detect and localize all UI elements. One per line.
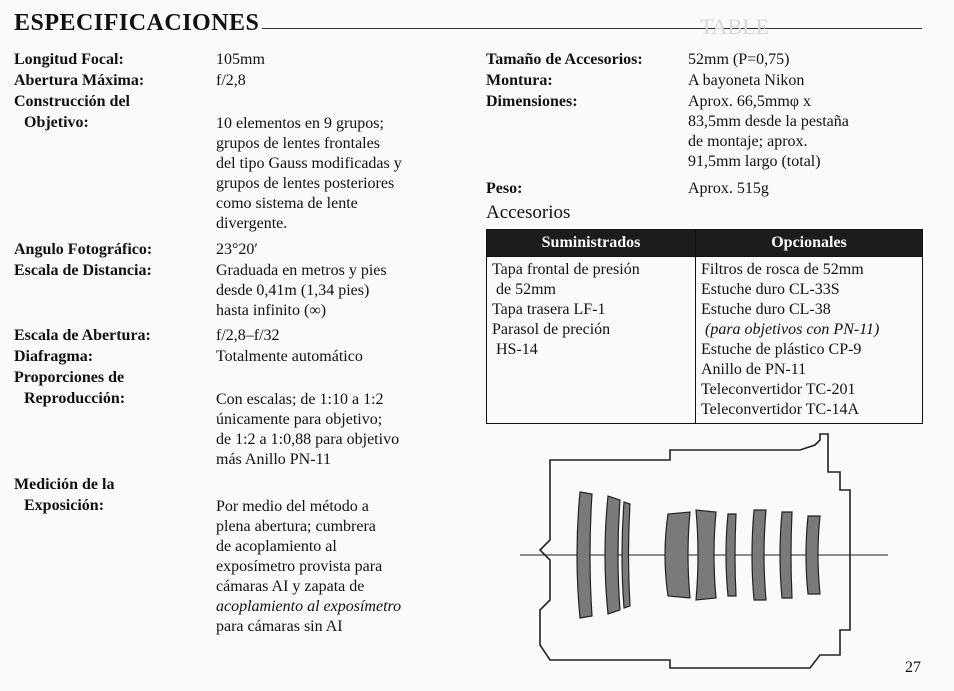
distance-line: desde 0,41m (1,34 pies) [216,282,370,299]
metering-line: acoplamiento al exposímetro [216,598,402,615]
accessories-heading: Accesorios [486,202,571,223]
reproduction-line: únicamente para objetivo; [216,411,383,428]
page-heading: ESPECIFICACIONES [14,10,260,36]
max-aperture-label: Abertura Máxima: [14,72,145,89]
dimensions-line: 91,5mm largo (total) [688,153,821,170]
optional-item: Estuche duro CL-33S [701,281,840,298]
optional-item: (para objetivos con PN-11) [701,321,880,338]
reproduction-line: más Anillo PN-11 [216,451,331,468]
accessories-table [486,229,923,424]
lens-element-4 [665,512,690,598]
supplied-item: Parasol de preción [492,321,611,338]
construction-line: como sistema de lente [216,195,358,212]
distance-scale-label: Escala de Distancia: [14,262,152,279]
metering-value [216,497,401,637]
distance-line: hasta infinito (∞) [216,302,327,319]
lens-element-2 [605,496,620,614]
aperture-scale-label: Escala de Abertura: [14,327,151,344]
optional-column-header: Opcionales [696,230,923,257]
lens-element-6 [726,514,736,596]
metering-line: exposímetro provista para [216,558,383,575]
lens-element-3 [622,502,630,608]
reproduction-line: de 1:2 a 1:0,88 para objetivo [216,431,400,448]
lens-element-7 [752,510,766,600]
optional-item: Teleconvertidor TC-14A [701,401,860,418]
supplied-column-header: Suministrados [487,230,696,257]
supplied-item: Tapa frontal de presión [492,261,640,278]
construction-label-line1: Construcción del [14,93,130,110]
dimensions-line: 83,5mm desde la pestaña [688,113,849,130]
construction-line: del tipo Gauss modificadas y [216,155,402,172]
optional-item: Anillo de PN-11 [701,361,807,378]
reproduction-line: Con escalas; de 1:10 a 1:2 [216,391,384,408]
construction-line: 10 elementos en 9 grupos; [216,115,384,132]
lens-element-8 [780,512,792,598]
optional-item: Teleconvertidor TC-201 [701,381,856,398]
focal-length-value: 105mm [216,51,265,68]
supplied-item: HS-14 [492,341,538,358]
picture-angle-label: Angulo Fotográfico: [14,241,153,258]
optional-item: Estuche de plástico CP-9 [701,341,862,358]
mount-label: Montura: [486,72,553,89]
supplied-list [487,257,696,424]
accessory-size-value: 52mm (P=0,75) [688,51,790,68]
max-aperture-value: f/2,8 [216,72,246,89]
page-number: 27 [905,659,921,676]
supplied-item: de 52mm [492,281,556,298]
metering-label-line1: Medición de la [14,476,115,493]
construction-line: divergente. [216,215,288,232]
reproduction-label-line1: Proporciones de [14,369,125,386]
heading-rule [262,28,922,29]
dimensions-value [688,92,849,172]
construction-label-line2: Objetivo: [24,114,89,131]
dimensions-line: Aprox. 66,5mmφ x [688,93,812,110]
dimensions-label: Dimensiones: [486,93,578,110]
reproduction-value [216,390,399,470]
lens-diagram [520,430,900,675]
focal-length-label: Longitud Focal: [14,51,124,68]
diaphragm-label: Diafragma: [14,348,94,365]
metering-line: Por medio del método a [216,498,369,515]
construction-line: grupos de lentes frontales [216,135,380,152]
metering-line: de acoplamiento al [216,538,337,555]
lens-element-5 [696,510,716,600]
lens-element-1 [577,492,592,618]
weight-value: Aprox. 515g [688,180,769,197]
construction-line: grupos de lentes posteriores [216,175,395,192]
metering-label-line2: Exposición: [24,497,105,514]
lens-element-9 [806,516,820,594]
metering-line: cámaras AI y zapata de [216,578,365,595]
construction-value [216,114,402,234]
weight-label: Peso: [486,180,523,197]
distance-line: Graduada en metros y pies [216,262,387,279]
reproduction-label-line2: Reproducción: [24,390,126,407]
distance-scale-value [216,261,387,321]
picture-angle-value: 23°20′ [216,241,258,258]
metering-line: para cámaras sin AI [216,618,343,635]
supplied-item: Tapa trasera LF-1 [492,301,606,318]
metering-line: plena abertura; cumbrera [216,518,376,535]
optional-item: Filtros de rosca de 52mm [701,261,864,278]
diaphragm-value: Totalmente automático [216,348,363,365]
accessory-size-label: Tamaño de Accesorios: [486,51,643,68]
dimensions-line: de montaje; aprox. [688,133,808,150]
optional-item: Estuche duro CL-38 [701,301,831,318]
lens-elements [577,492,820,618]
aperture-scale-value: f/2,8–f/32 [216,327,280,344]
show-through-text: TABLE [700,14,770,39]
mount-value: A bayoneta Nikon [688,72,805,89]
optional-list [696,257,923,424]
